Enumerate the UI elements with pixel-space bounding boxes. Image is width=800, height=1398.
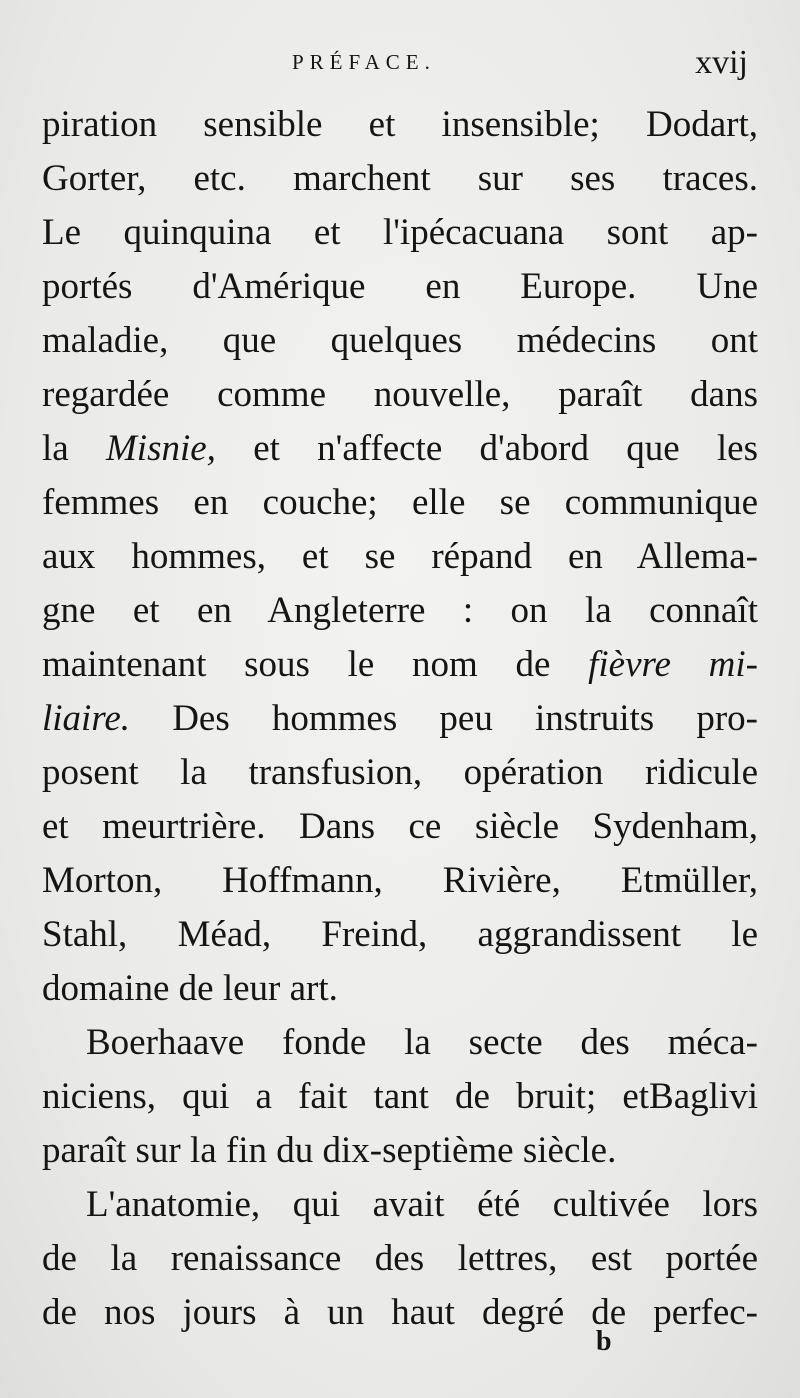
text-line: posent la transfusion, opération ridicule [42, 752, 758, 793]
italic-disease-name: liaire. [42, 698, 131, 739]
paragraph-end-line: paraît sur la fin du dix-septième siècle. [42, 1130, 617, 1171]
text-line: gne et en Angleterre : on la connaît [42, 590, 758, 631]
paragraph-end-line: domaine de leur art. [42, 968, 338, 1009]
text-line: Morton, Hoffmann, Rivière, Etmüller, [42, 860, 758, 901]
text-line: regardée comme nouvelle, paraît dans [42, 374, 758, 415]
paragraph-start-line: Boerhaave fonde la secte des méca- [86, 1022, 758, 1063]
text-line: maladie, que quelques médecins ont [42, 320, 758, 361]
text-line: aux hommes, et se répand en Allema- [42, 536, 758, 577]
text-line: Stahl, Méad, Freind, aggrandissent le [42, 914, 758, 955]
running-title: PRÉFACE. [292, 50, 436, 74]
page-header [0, 44, 800, 84]
italic-place-name: Misnie, [105, 428, 216, 469]
text-line: maintenant sous le nom de fièvre mi- [42, 644, 758, 685]
text-line: portés d'Amérique en Europe. Une [42, 266, 758, 307]
page-number: xvij [695, 44, 748, 81]
text-line: la Misnie, et n'affecte d'abord que les [42, 428, 758, 469]
body-text [42, 98, 758, 1340]
text-line: niciens, qui a fait tant de bruit; etBaglivi [42, 1076, 758, 1117]
signature-mark: b [596, 1326, 612, 1357]
text-line: et meurtrière. Dans ce siècle Sydenham, [42, 806, 758, 847]
text-line: piration sensible et insensible; Dodart, [42, 104, 758, 145]
paragraph-start-line: L'anatomie, qui avait été cultivée lors [86, 1184, 758, 1225]
italic-disease-name: fièvre mi- [588, 644, 758, 685]
text-line: Le quinquina et l'ipécacuana sont ap- [42, 212, 758, 253]
text-line: femmes en couche; elle se communique [42, 482, 758, 523]
text-line: de nos jours à un haut degré de perfec- [42, 1292, 758, 1333]
text-line: de la renaissance des lettres, est portée [42, 1238, 758, 1279]
text-line: liaire. Des hommes peu instruits pro- [42, 698, 758, 739]
text-line: Gorter, etc. marchent sur ses traces. [42, 158, 758, 199]
